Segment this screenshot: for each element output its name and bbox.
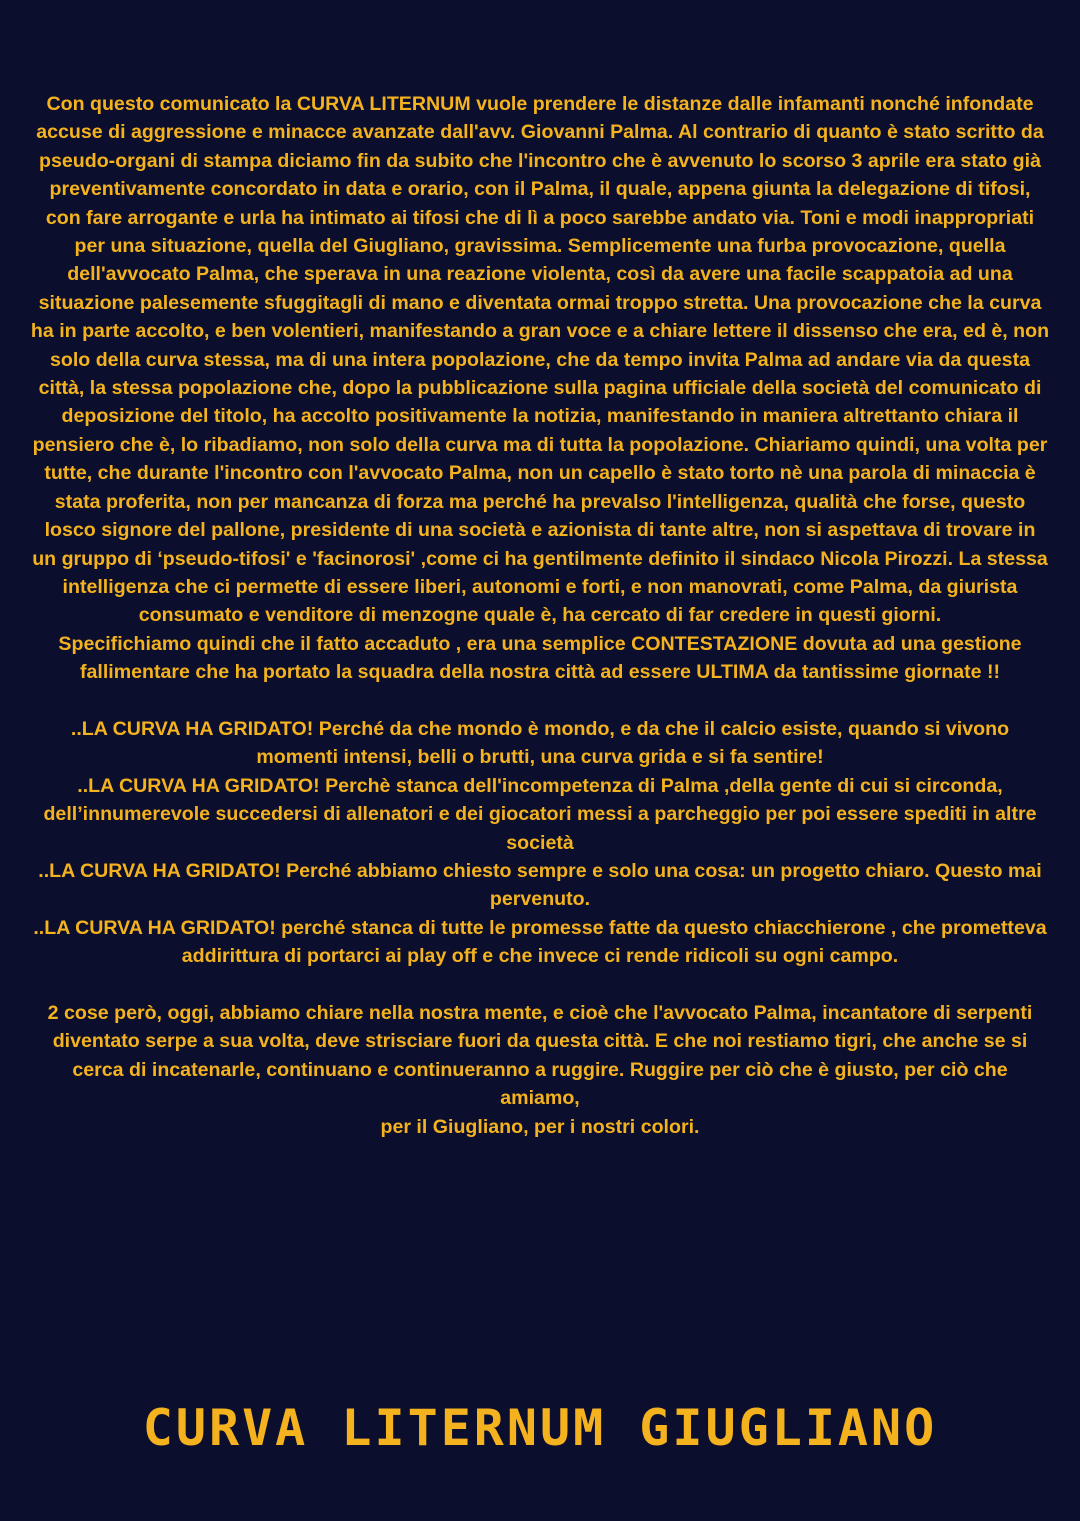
statement-conclusion: 2 cose però, oggi, abbiamo chiare nella nostra mente, e cioè che l'avvocato Palma, incantatore di serpenti diventato serpe a sua volta, deve strisciare fuori da questa città. E che noi restiamo tigri, che anche se si cerca di incatenarle, continuano e continueranno a ruggire. Ruggire per ciò che è giusto, per ciò che amiamo, [47, 1001, 1033, 1110]
shout-line-2: ..LA CURVA HA GRIDATO! Perchè stanca dell'incompetenza di Palma ,della gente di cui si circonda, dell’innumerevole succedersi di allenatori e dei giocatori messi a parcheggio per poi essere spediti in altre società [43, 774, 1037, 854]
statement-conclusion-end: per il Giugliano, per i nostri colori. [380, 1115, 700, 1138]
shout-line-1: ..LA CURVA HA GRIDATO! Perché da che mondo è mondo, e da che il calcio esiste, quando si vivono momenti intensi, belli o brutti, una curva grida e si fa sentire! [70, 717, 1010, 769]
shout-line-4: ..LA CURVA HA GRIDATO! perché stanca di tutte le promesse fatte da questo chiacchierone , che prometteva addirittura di portarci ai play off e che invece ci rende ridicoli su ogni campo. [33, 916, 1047, 968]
paragraph-spacer [30, 687, 1050, 715]
statement-body [30, 90, 1050, 1141]
paragraph-spacer [30, 971, 1050, 999]
statement-intro: Con questo comunicato la CURVA LITERNUM vuole prendere le distanze dalle infamanti nonché infondate accuse di aggressione e minacce avanzate dall'avv. Giovanni Palma. Al contrario di quanto è stato scritto da pseudo-organi di stampa diciamo fin da subito che l'incontro che è avvenuto lo scorso 3 aprile era stato già preventivamente concordato in data e orario, con il Palma, il quale, appena giunta la delegazione di tifosi, con fare arrogante e urla ha intimato ai tifosi che di lì a poco sarebbe andato via. Toni e modi inappropriati per una situazione, quella del Giugliano, gravissima. Semplicemente una furba provocazione, quella dell'avvocato Palma, che sperava in una reazione violenta, così da avere una facile scappatoia ad una situazione palesemente sfuggitagli di mano e diventata ormai troppo stretta. Una provocazione che la curva ha in parte accolto, e ben volentieri, manifestando a gran voce e a chiare lettere il dissenso che era, ed è, non solo della curva stessa, ma di una intera popolazione, che da tempo invita Palma ad andare via da questa città, la stessa popolazione che, dopo la pubblicazione sulla pagina ufficiale della società del comunicato di deposizione del titolo, ha accolto positivamente la notizia, manifestando in maniera altrettanto chiara il pensiero che è, lo ribadiamo, non solo della curva ma di tutta la popolazione. Chiariamo quindi, una volta per tutte, che durante l'incontro con l'avvocato Palma, non un capello è stato torto nè una parola di minaccia è stata proferita, non per mancanza di forza ma perché ha prevalso l'intelligenza, qualità che forse, questo losco signore del pallone, presidente di una società e azionista di tante altre, non si aspettava di trovare in un gruppo di ‘pseudo-tifosi' e 'facinorosi' ,come ci ha gentilmente definito il sindaco Nicola Pirozzi. La stessa intelligenza che ci permette di essere liberi, autonomi e forti, e non manovrati, come Palma, da giurista consumato e venditore di menzogne quale è, ha cercato di far credere in questi giorni. [30, 93, 1050, 627]
statement-contestazione: Specifichiamo quindi che il fatto accaduto , era una semplice CONTESTAZIONE dovuta ad una gestione fallimentare che ha portato la squadra della nostra città ad essere ULTIMA da tantissime giornate !! [58, 632, 1022, 684]
signature-title: CURVA LITERNUM GIUGLIANO [142, 1399, 938, 1457]
shout-line-3: ..LA CURVA HA GRIDATO! Perché abbiamo chiesto sempre e solo una cosa: un progetto chiaro. Questo mai pervenuto. [38, 859, 1042, 911]
